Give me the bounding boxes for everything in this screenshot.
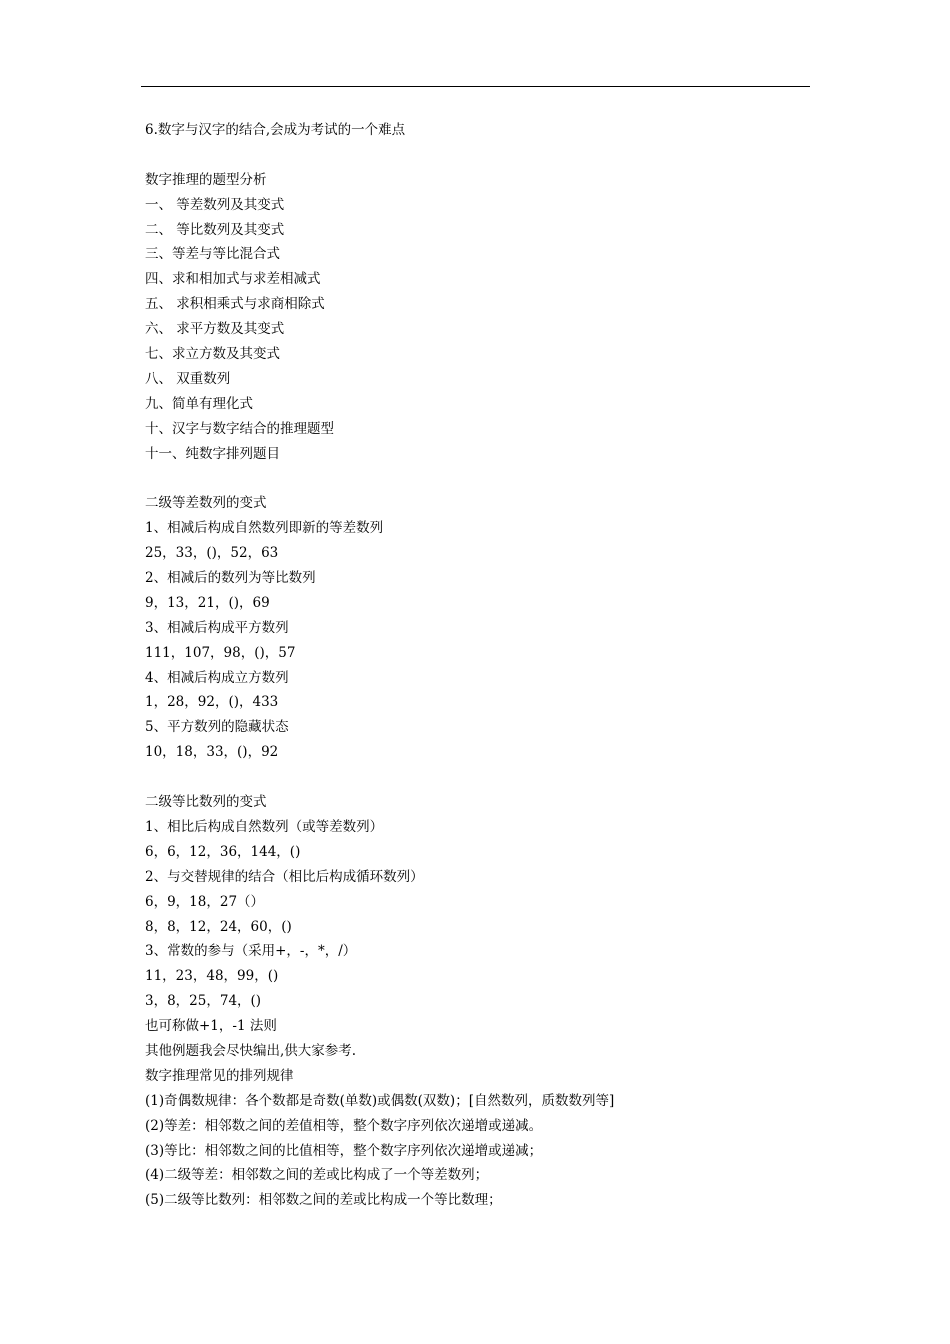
geo-variant-line: 也可称做+1，-1 法则: [145, 1018, 277, 1035]
arith-variant-line: 1，28，92，()，433: [145, 694, 279, 711]
analysis-item: 八、 双重数列: [145, 370, 231, 387]
paragraph-gap: [145, 466, 805, 491]
geo-variant-line: 11，23，48，99，(): [145, 968, 279, 985]
analysis-item: 四、求和相加式与求差相减式: [145, 271, 321, 288]
arith-variant-line: 4、相减后构成立方数列: [145, 669, 289, 686]
analysis-item: 三、等差与等比混合式: [145, 246, 280, 263]
arith-variant-line: 5、平方数列的隐藏状态: [145, 719, 289, 736]
arith-variant-line: 2、相减后的数列为等比数列: [145, 570, 316, 587]
geo-variant-line: 其他例题我会尽快编出,供大家参考.: [145, 1042, 357, 1059]
arith-variant-line: 111，107，98，()，57: [145, 644, 296, 661]
rule-item: (1)奇偶数规律：各个数都是奇数(单数)或偶数(双数)；[自然数列，质数数列等]: [145, 1092, 615, 1109]
analysis-item: 七、求立方数及其变式: [145, 346, 280, 363]
arith-variant-line: 3、相减后构成平方数列: [145, 619, 289, 636]
header-rule: [141, 86, 810, 87]
geo-variant-line: 6，9，18，27（）: [145, 893, 265, 910]
analysis-item: 十一、纯数字排列题目: [145, 445, 280, 462]
paragraph-gap: [145, 765, 805, 790]
geo-variant-line: 3，8，25，74，(): [145, 993, 262, 1010]
arith-variant-line: 1、相减后构成自然数列即新的等差数列: [145, 520, 384, 537]
analysis-item: 一、 等差数列及其变式: [145, 196, 285, 213]
section-title-analysis: 数字推理的题型分析: [145, 171, 267, 188]
analysis-item: 二、 等比数列及其变式: [145, 221, 285, 238]
rule-item: (2)等差：相邻数之间的差值相等，整个数字序列依次递增或递减。: [145, 1117, 543, 1134]
arith-variant-line: 10，18，33，()，92: [145, 744, 279, 761]
rule-item: (3)等比：相邻数之间的比值相等，整个数字序列依次递增或递减；: [145, 1142, 543, 1159]
geo-variant-line: 8，8，12，24，60，(): [145, 918, 292, 935]
arith-variant-line: 9，13，21，()，69: [145, 594, 270, 611]
arith-variant-line: 25，33，()，52，63: [145, 545, 279, 562]
rule-list-title: 数字推理常见的排列规律: [145, 1067, 294, 1084]
paragraph-gap: [145, 143, 805, 168]
rule-item: (5)二级等比数列：相邻数之间的差或比构成一个等比数理；: [145, 1192, 502, 1209]
intro-line: 6.数字与汉字的结合,会成为考试的一个难点: [145, 122, 406, 138]
document-body: [145, 118, 805, 1213]
section-title-arith-variants: 二级等差数列的变式: [145, 495, 267, 512]
analysis-item: 九、简单有理化式: [145, 395, 253, 412]
rule-item: (4)二级等差：相邻数之间的差或比构成了一个等差数列；: [145, 1167, 489, 1184]
analysis-item: 十、汉字与数字结合的推理题型: [145, 420, 334, 437]
geo-variant-line: 1、相比后构成自然数列（或等差数列）: [145, 818, 384, 835]
analysis-item: 五、 求积相乘式与求商相除式: [145, 296, 325, 313]
analysis-item: 六、 求平方数及其变式: [145, 321, 285, 338]
geo-variant-line: 6，6，12，36，144，(): [145, 843, 301, 860]
geo-variant-line: 3、常数的参与（采用+，-，*，/）: [145, 943, 357, 960]
geo-variant-line: 2、与交替规律的结合（相比后构成循环数列）: [145, 868, 424, 885]
section-title-geo-variants: 二级等比数列的变式: [145, 794, 267, 811]
